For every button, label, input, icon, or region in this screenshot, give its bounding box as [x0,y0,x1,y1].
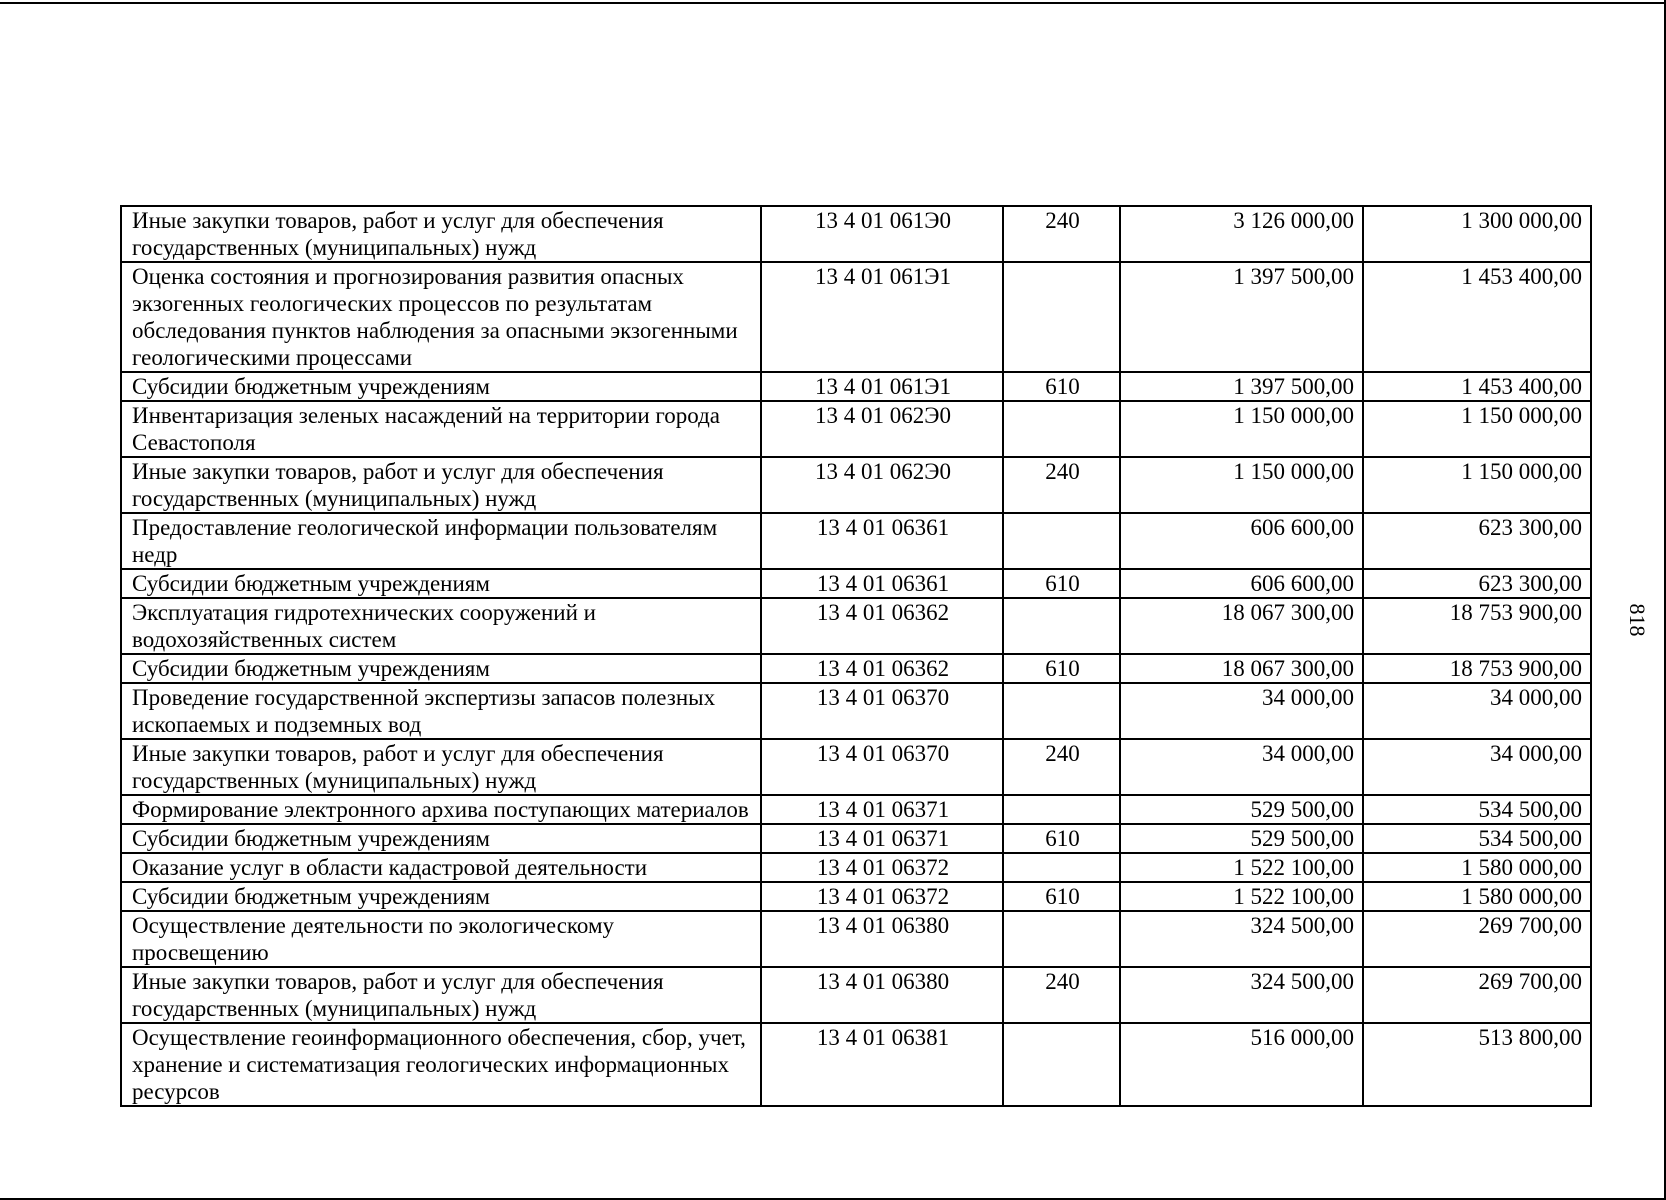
amount-year1-cell: 18 067 300,00 [1120,654,1363,683]
item-name-cell: Субсидии бюджетным учреждениям [121,372,761,401]
amount-year1-cell: 529 500,00 [1120,824,1363,853]
expense-type-cell [1003,262,1120,372]
amount-year1-cell: 3 126 000,00 [1120,206,1363,262]
amount-year2-cell: 534 500,00 [1363,824,1591,853]
target-code-cell: 13 4 01 06370 [761,739,1003,795]
target-code-cell: 13 4 01 062Э0 [761,401,1003,457]
expense-type-cell: 610 [1003,372,1120,401]
amount-year1-cell: 1 522 100,00 [1120,882,1363,911]
amount-year1-cell: 1 397 500,00 [1120,372,1363,401]
item-name-cell: Субсидии бюджетным учреждениям [121,824,761,853]
table-row [121,262,1591,372]
amount-year2-cell: 534 500,00 [1363,795,1591,824]
expense-type-cell [1003,795,1120,824]
amount-year2-cell: 1 150 000,00 [1363,457,1591,513]
expense-type-cell [1003,683,1120,739]
target-code-cell: 13 4 01 061Э0 [761,206,1003,262]
amount-year1-cell: 1 150 000,00 [1120,401,1363,457]
target-code-cell: 13 4 01 06370 [761,683,1003,739]
scan-border-top [0,2,1666,4]
amount-year1-cell: 1 397 500,00 [1120,262,1363,372]
table-row [121,372,1591,401]
target-code-cell: 13 4 01 06380 [761,911,1003,967]
item-name-cell: Предоставление геологической информации пользователям недр [121,513,761,569]
expense-type-cell: 610 [1003,654,1120,683]
table-row [121,853,1591,882]
budget-table-body [121,206,1591,1106]
expense-type-cell [1003,853,1120,882]
amount-year1-cell: 34 000,00 [1120,739,1363,795]
amount-year1-cell: 516 000,00 [1120,1023,1363,1106]
expense-type-cell [1003,401,1120,457]
table-row [121,911,1591,967]
table-row [121,457,1591,513]
table-row [121,683,1591,739]
item-name-cell: Иные закупки товаров, работ и услуг для обеспечения государственных (муниципальных) нужд [121,206,761,262]
expense-type-cell: 610 [1003,882,1120,911]
amount-year1-cell: 1 150 000,00 [1120,457,1363,513]
table-row [121,824,1591,853]
amount-year2-cell: 18 753 900,00 [1363,598,1591,654]
target-code-cell: 13 4 01 06381 [761,1023,1003,1106]
amount-year1-cell: 606 600,00 [1120,513,1363,569]
target-code-cell: 13 4 01 06372 [761,882,1003,911]
target-code-cell: 13 4 01 06371 [761,795,1003,824]
amount-year1-cell: 606 600,00 [1120,569,1363,598]
amount-year1-cell: 34 000,00 [1120,683,1363,739]
item-name-cell: Инвентаризация зеленых насаждений на территории города Севастополя [121,401,761,457]
table-row [121,206,1591,262]
target-code-cell: 13 4 01 061Э1 [761,372,1003,401]
target-code-cell: 13 4 01 06380 [761,967,1003,1023]
amount-year2-cell: 34 000,00 [1363,683,1591,739]
amount-year2-cell: 18 753 900,00 [1363,654,1591,683]
expense-type-cell: 240 [1003,967,1120,1023]
target-code-cell: 13 4 01 062Э0 [761,457,1003,513]
page-number: 818 [1625,603,1650,637]
table-row [121,654,1591,683]
expense-type-cell [1003,513,1120,569]
amount-year2-cell: 1 580 000,00 [1363,882,1591,911]
amount-year2-cell: 1 300 000,00 [1363,206,1591,262]
table-row [121,967,1591,1023]
expense-type-cell [1003,598,1120,654]
amount-year1-cell: 1 522 100,00 [1120,853,1363,882]
amount-year2-cell: 1 150 000,00 [1363,401,1591,457]
amount-year1-cell: 18 067 300,00 [1120,598,1363,654]
expense-type-cell [1003,911,1120,967]
amount-year2-cell: 1 580 000,00 [1363,853,1591,882]
table-row [121,795,1591,824]
item-name-cell: Формирование электронного архива поступающих материалов [121,795,761,824]
amount-year2-cell: 269 700,00 [1363,911,1591,967]
item-name-cell: Оценка состояния и прогнозирования развития опасных экзогенных геологических процессов по результатам обследования пунктов наблюдения за опасными экзогенными геологическими процессами [121,262,761,372]
item-name-cell: Иные закупки товаров, работ и услуг для обеспечения государственных (муниципальных) нужд [121,457,761,513]
table-row [121,739,1591,795]
amount-year2-cell: 1 453 400,00 [1363,372,1591,401]
amount-year1-cell: 324 500,00 [1120,967,1363,1023]
target-code-cell: 13 4 01 06362 [761,654,1003,683]
target-code-cell: 13 4 01 06361 [761,569,1003,598]
item-name-cell: Иные закупки товаров, работ и услуг для обеспечения государственных (муниципальных) нужд [121,739,761,795]
target-code-cell: 13 4 01 06362 [761,598,1003,654]
amount-year2-cell: 623 300,00 [1363,513,1591,569]
amount-year2-cell: 513 800,00 [1363,1023,1591,1106]
amount-year2-cell: 269 700,00 [1363,967,1591,1023]
item-name-cell: Субсидии бюджетным учреждениям [121,882,761,911]
amount-year2-cell: 623 300,00 [1363,569,1591,598]
item-name-cell: Эксплуатация гидротехнических сооружений и водохозяйственных систем [121,598,761,654]
item-name-cell: Субсидии бюджетным учреждениям [121,654,761,683]
amount-year2-cell: 1 453 400,00 [1363,262,1591,372]
expense-type-cell: 240 [1003,457,1120,513]
table-row [121,882,1591,911]
target-code-cell: 13 4 01 06371 [761,824,1003,853]
amount-year1-cell: 529 500,00 [1120,795,1363,824]
table-row [121,569,1591,598]
item-name-cell: Субсидии бюджетным учреждениям [121,569,761,598]
expense-type-cell: 240 [1003,739,1120,795]
budget-table [120,205,1592,1107]
amount-year1-cell: 324 500,00 [1120,911,1363,967]
item-name-cell: Осуществление деятельности по экологическому просвещению [121,911,761,967]
table-row [121,513,1591,569]
item-name-cell: Иные закупки товаров, работ и услуг для обеспечения государственных (муниципальных) нужд [121,967,761,1023]
expense-type-cell: 240 [1003,206,1120,262]
item-name-cell: Проведение государственной экспертизы запасов полезных ископаемых и подземных вод [121,683,761,739]
item-name-cell: Осуществление геоинформационного обеспечения, сбор, учет, хранение и систематизация геологических информационных ресурсов [121,1023,761,1106]
item-name-cell: Оказание услуг в области кадастровой деятельности [121,853,761,882]
expense-type-cell: 610 [1003,824,1120,853]
table-row [121,401,1591,457]
expense-type-cell [1003,1023,1120,1106]
target-code-cell: 13 4 01 06361 [761,513,1003,569]
target-code-cell: 13 4 01 061Э1 [761,262,1003,372]
table-row [121,1023,1591,1106]
target-code-cell: 13 4 01 06372 [761,853,1003,882]
table-row [121,598,1591,654]
amount-year2-cell: 34 000,00 [1363,739,1591,795]
expense-type-cell: 610 [1003,569,1120,598]
